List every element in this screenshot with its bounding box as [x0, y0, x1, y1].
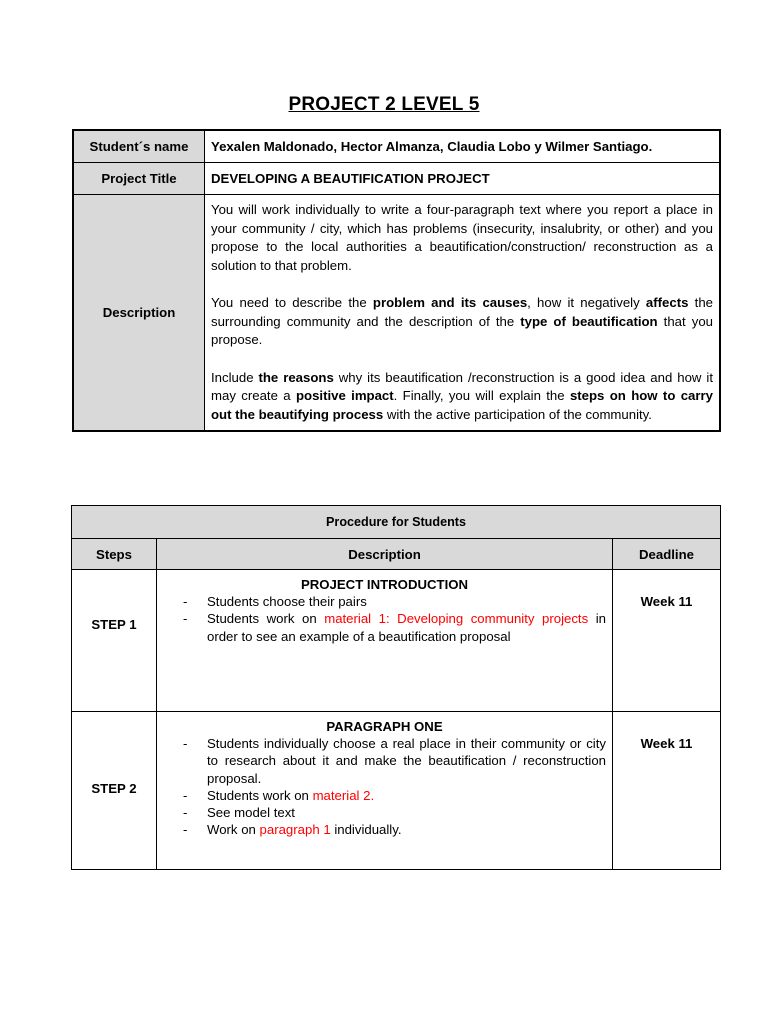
step-1-row	[72, 570, 721, 712]
column-header-steps: Steps	[72, 539, 157, 570]
project-info-table	[72, 129, 721, 432]
text: Include	[211, 369, 259, 385]
project-title-row	[73, 163, 720, 195]
column-header-description: Description	[157, 539, 613, 570]
text: Work on	[207, 822, 260, 838]
step-2-label-cell	[72, 712, 157, 870]
step-1-deadline: Week 11	[613, 570, 721, 712]
step-1-description	[157, 570, 613, 712]
description-paragraph-3	[211, 369, 713, 425]
student-name-label: Student´s name	[73, 130, 205, 163]
list-item: - See model text	[163, 804, 606, 821]
step-1-heading: PROJECT INTRODUCTION	[300, 577, 469, 592]
step-1-label: STEP 1	[91, 617, 137, 632]
bold-text: the reasons	[258, 369, 334, 385]
text: why its beautification /reconstruction is a good idea and how it may create a	[211, 369, 713, 403]
list-item	[163, 821, 606, 838]
text: that you propose.	[211, 313, 713, 347]
text: the surrounding community and the description of the	[211, 295, 713, 329]
project-title-value: DEVELOPING A BEAUTIFICATION PROJECT	[205, 163, 721, 195]
text: individually.	[330, 822, 402, 838]
column-header-deadline: Deadline	[613, 539, 721, 570]
description-text	[205, 195, 721, 432]
page-title: PROJECT 2 LEVEL 5	[288, 94, 480, 115]
step-2-deadline: Week 11	[613, 712, 721, 870]
step-1-list	[163, 593, 606, 645]
material-2-reference: material 2.	[312, 787, 375, 803]
material-1-reference: material 1: Developing community projects	[324, 611, 589, 627]
text: in order to see an example of a beautification proposal	[207, 611, 606, 644]
text: You need to describe the	[211, 295, 373, 310]
step-2-heading: PARAGRAPH ONE	[326, 719, 443, 734]
procedure-table	[71, 505, 721, 870]
step-2-row	[72, 712, 721, 870]
text: . Finally, you will explain the	[393, 388, 570, 403]
step-1-label-cell	[72, 570, 157, 712]
project-title-label: Project Title	[73, 163, 205, 195]
column-header-row	[72, 539, 721, 570]
bold-text: affects	[645, 295, 689, 310]
description-paragraph-2	[211, 294, 713, 350]
procedure-header-row	[72, 506, 721, 539]
list-item: - Students choose their pairs	[163, 593, 606, 610]
list-item	[163, 610, 606, 644]
student-name-row	[73, 130, 720, 163]
step-2-list	[163, 735, 606, 838]
text: Students work on	[207, 787, 313, 803]
paragraph-1-reference: paragraph 1	[259, 822, 331, 838]
bold-text: problem and its causes	[372, 295, 528, 310]
description-label: Description	[73, 195, 205, 432]
description-paragraph-1: You will work individually to write a four-paragraph text where you report a place in your community / city, which has problems (insecurity, insalubrity, or other) and you propose to the local authorities a beautification/construction/ reconstruction as a solution to that problem.	[211, 202, 713, 273]
student-name-value: Yexalen Maldonado, Hector Almanza, Claudia Lobo y Wilmer Santiago.	[205, 130, 721, 163]
list-item: - Students individually choose a real place in their community or city to research about it and make the beautification / reconstruction proposal.	[163, 735, 606, 787]
text: , how it negatively	[527, 295, 646, 310]
list-item	[163, 787, 606, 804]
step-2-label: STEP 2	[91, 781, 137, 796]
procedure-header: Procedure for Students	[72, 506, 721, 539]
bold-text: steps on how to carry out the beautifying process	[211, 388, 713, 422]
step-2-description	[157, 712, 613, 870]
bold-text: positive impact	[295, 388, 394, 403]
bold-text: type of beautification	[520, 313, 658, 329]
text: with the active participation of the community.	[383, 406, 652, 422]
description-row	[73, 195, 720, 432]
text: Students work on	[207, 611, 325, 627]
